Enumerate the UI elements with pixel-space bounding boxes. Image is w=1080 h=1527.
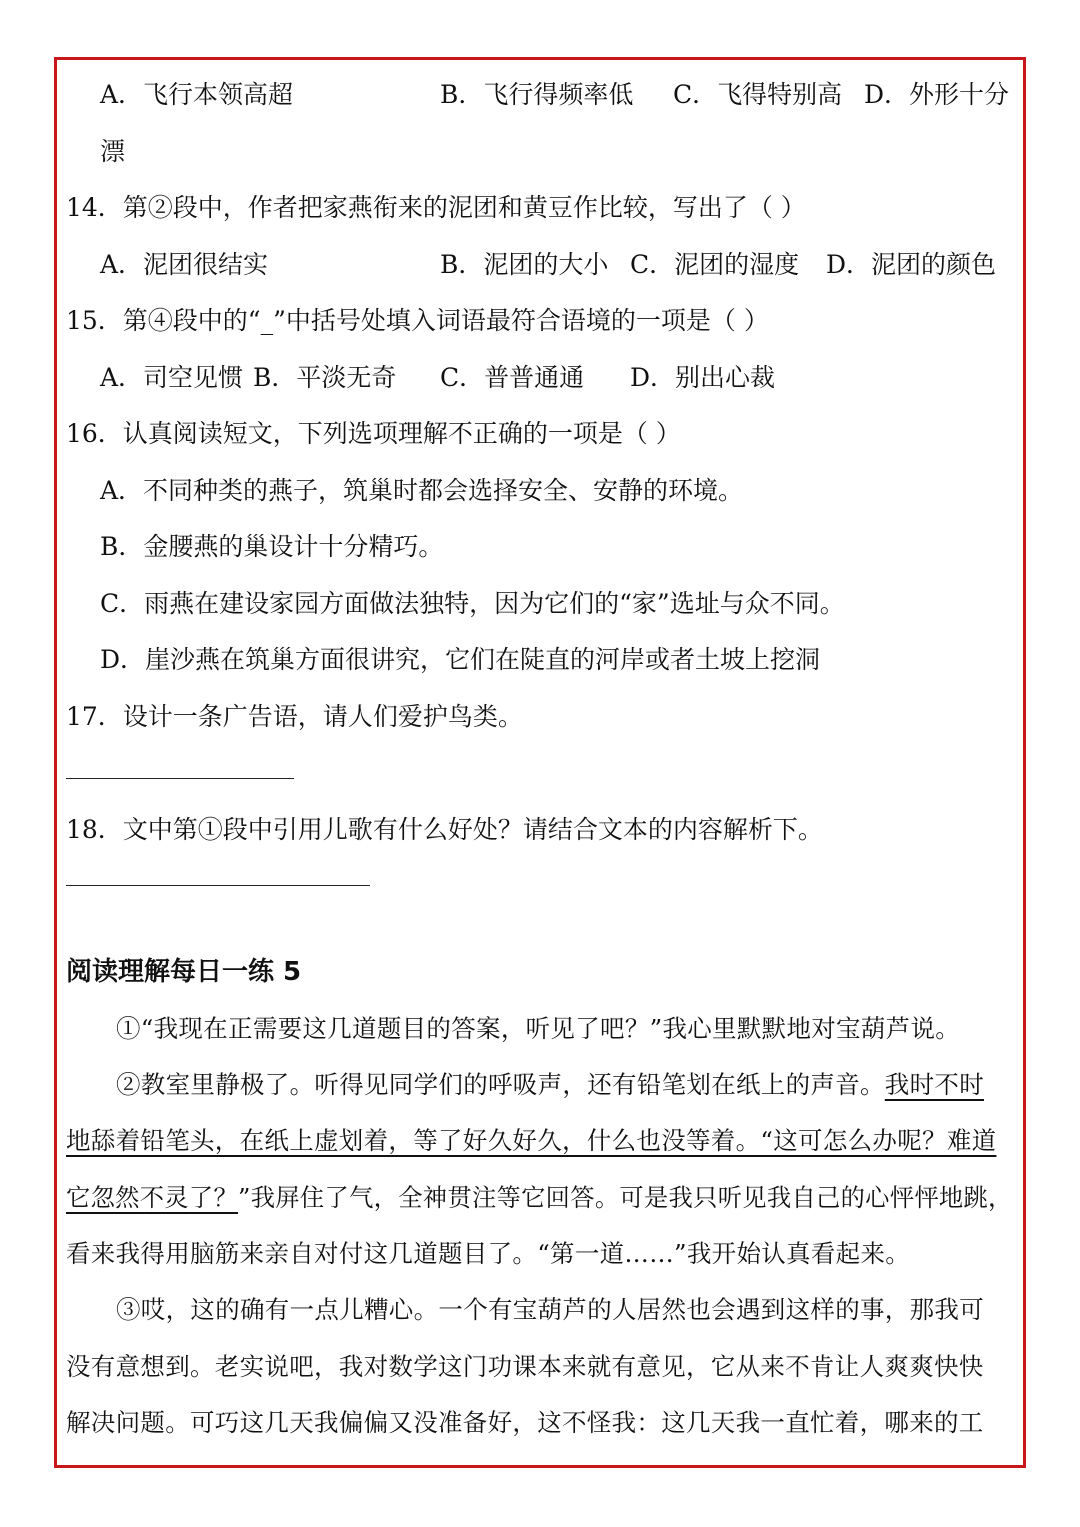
section-title: 阅读理解每日一练 5 xyxy=(66,957,302,987)
passage-para-3-line-1: ③哎，这的确有一点儿糟心。一个有宝葫芦的人居然也会遇到这样的事，那我可 xyxy=(116,1295,984,1324)
para-2-line-1-text: ②教室里静极了。听得见同学们的呼吸声，还有铅笔划在纸上的声音。 xyxy=(116,1070,885,1099)
q17-stem: 17．设计一条广告语，请人们爱护鸟类。 xyxy=(66,702,523,731)
passage-para-2-line-3 xyxy=(66,1182,1013,1214)
passage-para-2-line-2: 地舔着铅笔头，在纸上虚划着，等了好久好久，什么也没等着。“这可怎么办呢？难道 xyxy=(66,1126,997,1155)
q18-stem: 18．文中第①段中引用儿歌有什么好处？请结合文本的内容解析下。 xyxy=(66,815,823,844)
q13-option-a: A．飞行本领高超 xyxy=(100,80,294,109)
q13-option-d-continued: 漂 xyxy=(100,137,126,166)
q17-answer-line xyxy=(66,778,294,779)
q14-option-b: B．泥团的大小 xyxy=(440,250,609,279)
q16-option-b: B．金腰燕的巢设计十分精巧。 xyxy=(100,532,444,561)
passage-para-3-line-2: 没有意想到。老实说吧，我对数学这门功课本来就有意见，它从来不肯让人爽爽快快 xyxy=(66,1352,984,1381)
para-2-line-3-text: ”我屏住了气，全神贯注等它回答。可是我只听见我自己的心怦怦地跳， xyxy=(238,1183,1013,1212)
q15-option-c: C．普普通通 xyxy=(440,363,585,392)
q15-option-d: D．别出心裁 xyxy=(630,363,776,392)
q18-answer-line xyxy=(66,885,370,886)
q13-option-b: B．飞行得频率低 xyxy=(440,80,634,109)
passage-para-3-line-3: 解决问题。可巧这几天我偏偏又没准备好，这不怪我：这几天我一直忙着，哪来的工 xyxy=(66,1408,984,1437)
q15-stem: 15．第④段中的“_”中括号处填入词语最符合语境的一项是（ ） xyxy=(66,306,769,335)
q16-option-c: C．雨燕在建设家园方面做法独特，因为它们的“家”选址与众不同。 xyxy=(100,589,845,618)
q14-option-d: D．泥团的颜色 xyxy=(826,250,997,279)
q13-option-d: D．外形十分 xyxy=(864,80,1010,109)
q14-option-c: C．泥团的湿度 xyxy=(630,250,800,279)
passage-para-2-line-1 xyxy=(116,1069,984,1101)
q15-option-b: B．平淡无奇 xyxy=(253,363,397,392)
passage-para-1: ①“我现在正需要这几道题目的答案，听见了吧？”我心里默默地对宝葫芦说。 xyxy=(116,1014,961,1043)
q16-option-d: D．崖沙燕在筑巢方面很讲究，它们在陡直的河岸或者土坡上挖洞 xyxy=(100,645,821,674)
q15-option-a: A．司空见惯 xyxy=(100,363,244,392)
para-2-underlined-end: 它忽然不灵了？ xyxy=(66,1183,239,1212)
passage-para-2-line-4: 看来我得用脑筋来亲自对付这几道题目了。“第一道……”我开始认真看起来。 xyxy=(66,1239,911,1268)
q13-option-c: C．飞得特别高 xyxy=(673,80,843,109)
q16-stem: 16．认真阅读短文，下列选项理解不正确的一项是（ ） xyxy=(66,419,681,448)
q16-option-a: A．不同种类的燕子，筑巢时都会选择安全、安静的环境。 xyxy=(100,476,744,505)
para-2-underlined-start: 我时不时 xyxy=(884,1070,984,1099)
q14-stem: 14．第②段中，作者把家燕衔来的泥团和黄豆作比较，写出了（ ） xyxy=(66,193,806,222)
q14-option-a: A．泥团很结实 xyxy=(100,250,269,279)
